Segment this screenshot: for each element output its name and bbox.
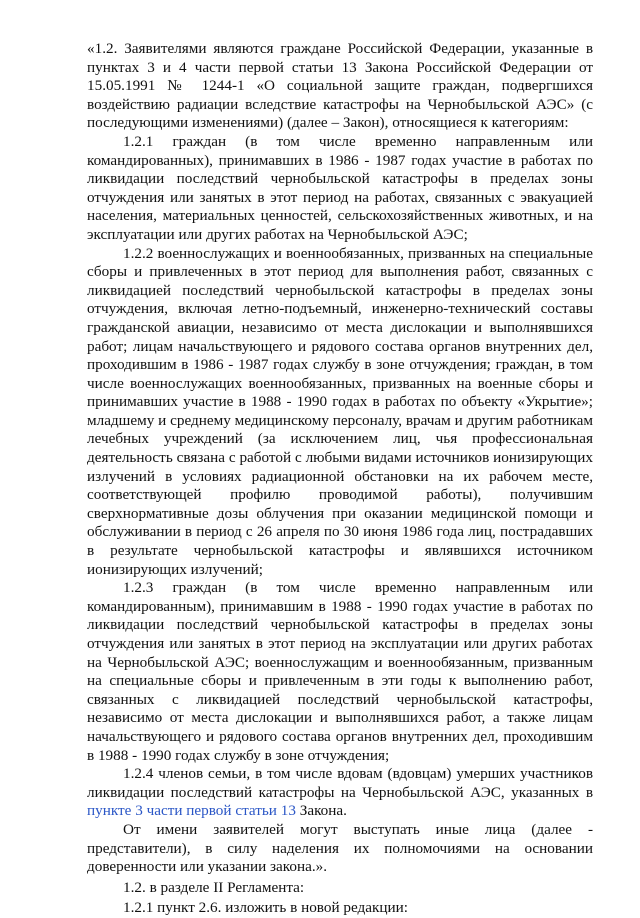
- intro-paragraph: «1.2. Заявителями являются граждане Российской Федерации, указанные в пунктах 3 и 4 части первой статьи 13 Закона Российской Федерации от 15.05.1991 № 1244-1 «О социальной защите граждан, подвергшихся воздействию радиации вследствие катастрофы на Чернобыльской АЭС» (с последующими изменениями) (далее – Закон), относящиеся к категориям:: [87, 40, 593, 132]
- item-1-2-4-tail: Закона.: [295, 802, 347, 820]
- item-1-2-4-text: 1.2.4 членов семьи, в том числе вдовам (вдовцам) умерших участников ликвидации последствий катастрофы на Чернобыльской АЭС, указанных в: [87, 765, 593, 801]
- section-2-1-heading: 1.2.1 пункт 2.6. изложить в новой редакции:: [123, 899, 408, 917]
- item-1-2-2: 1.2.2 военнослужащих и военнообязанных, призванных на специальные сборы и привлеченных в этот период для выполнения работ, связанных с ликвидацией последствий чернобыльской катастрофы в пределах зоны отчуждения, включая летно-подъемный, инженерно-технический составы гражданской авиации, независимо от места дислокации и выполнявшихся работ; лицам начальствующего и рядового состава органов внутренних дел, проходившим в 1986 - 1987 годах службу в зоне отчуждения; граждан, в том числе военнослужащих военнообязанных, призванных на военные сборы и принимавших участие в 1988 - 1990 годах в работах по объекту «Укрытие»; младшему и среднему медицинскому персоналу, врачам и другим работникам лечебных учреждений (за исключением лиц, чья профессиональная деятельность связана с работой с любыми видами источников ионизирующих излучений в условиях радиационной обстановки на их рабочем месте, соответствующей профилю проводимой работы), получившим сверхнормативные дозы облучения при оказании медицинской помощи и обслуживании в период с 26 апреля по 30 июня 1986 года лиц, пострадавших в результате чернобыльской катастрофы и являвшихся источником ионизирующих излучений;: [87, 244, 593, 578]
- item-1-2-1: 1.2.1 граждан (в том числе временно направленным или командированных), принимавших в 1986 - 1987 годах участие в работах по ликвидации последствий чернобыльской катастрофы в пределах зоны отчуждения или занятых в этот период на работах, связанных с эвакуацией населения, материальных ценностей, сельскохозяйственных животных, и на эксплуатации или других работах на Чернобыльской АЭС;: [87, 132, 593, 243]
- law-article-link[interactable]: пункте 3 части первой статьи 13: [87, 802, 296, 820]
- item-1-2-3: 1.2.3 граждан (в том числе временно направленным или командированным), принимавшим в 1988 - 1990 годах участие в работах по ликвидации последствий чернобыльской катастрофы в пределах зоны отчуждения или занятых в этот период на эксплуатации или других работах на Чернобыльской АЭС; военнослужащим и военнообязанным, призванным на специальные сборы и привлеченным в эти годы к выполнению работ, связанных с ликвидацией последствий чернобыльской катастрофы, независимо от места дислокации и выполнявшихся работ, а также лицам начальствующего и рядового состава органов внутренних дел, проходившим в 1988 - 1990 годах службу в зоне отчуждения;: [87, 579, 593, 764]
- document-page: [87, 40, 593, 918]
- item-1-2-4: [87, 765, 593, 821]
- section-2-heading: 1.2. в разделе II Регламента:: [123, 878, 305, 896]
- representatives-paragraph: От имени заявителей могут выступать иные лица (далее - представители), в силу наделения их полномочиями на основании доверенности или указании закона.».: [87, 820, 593, 876]
